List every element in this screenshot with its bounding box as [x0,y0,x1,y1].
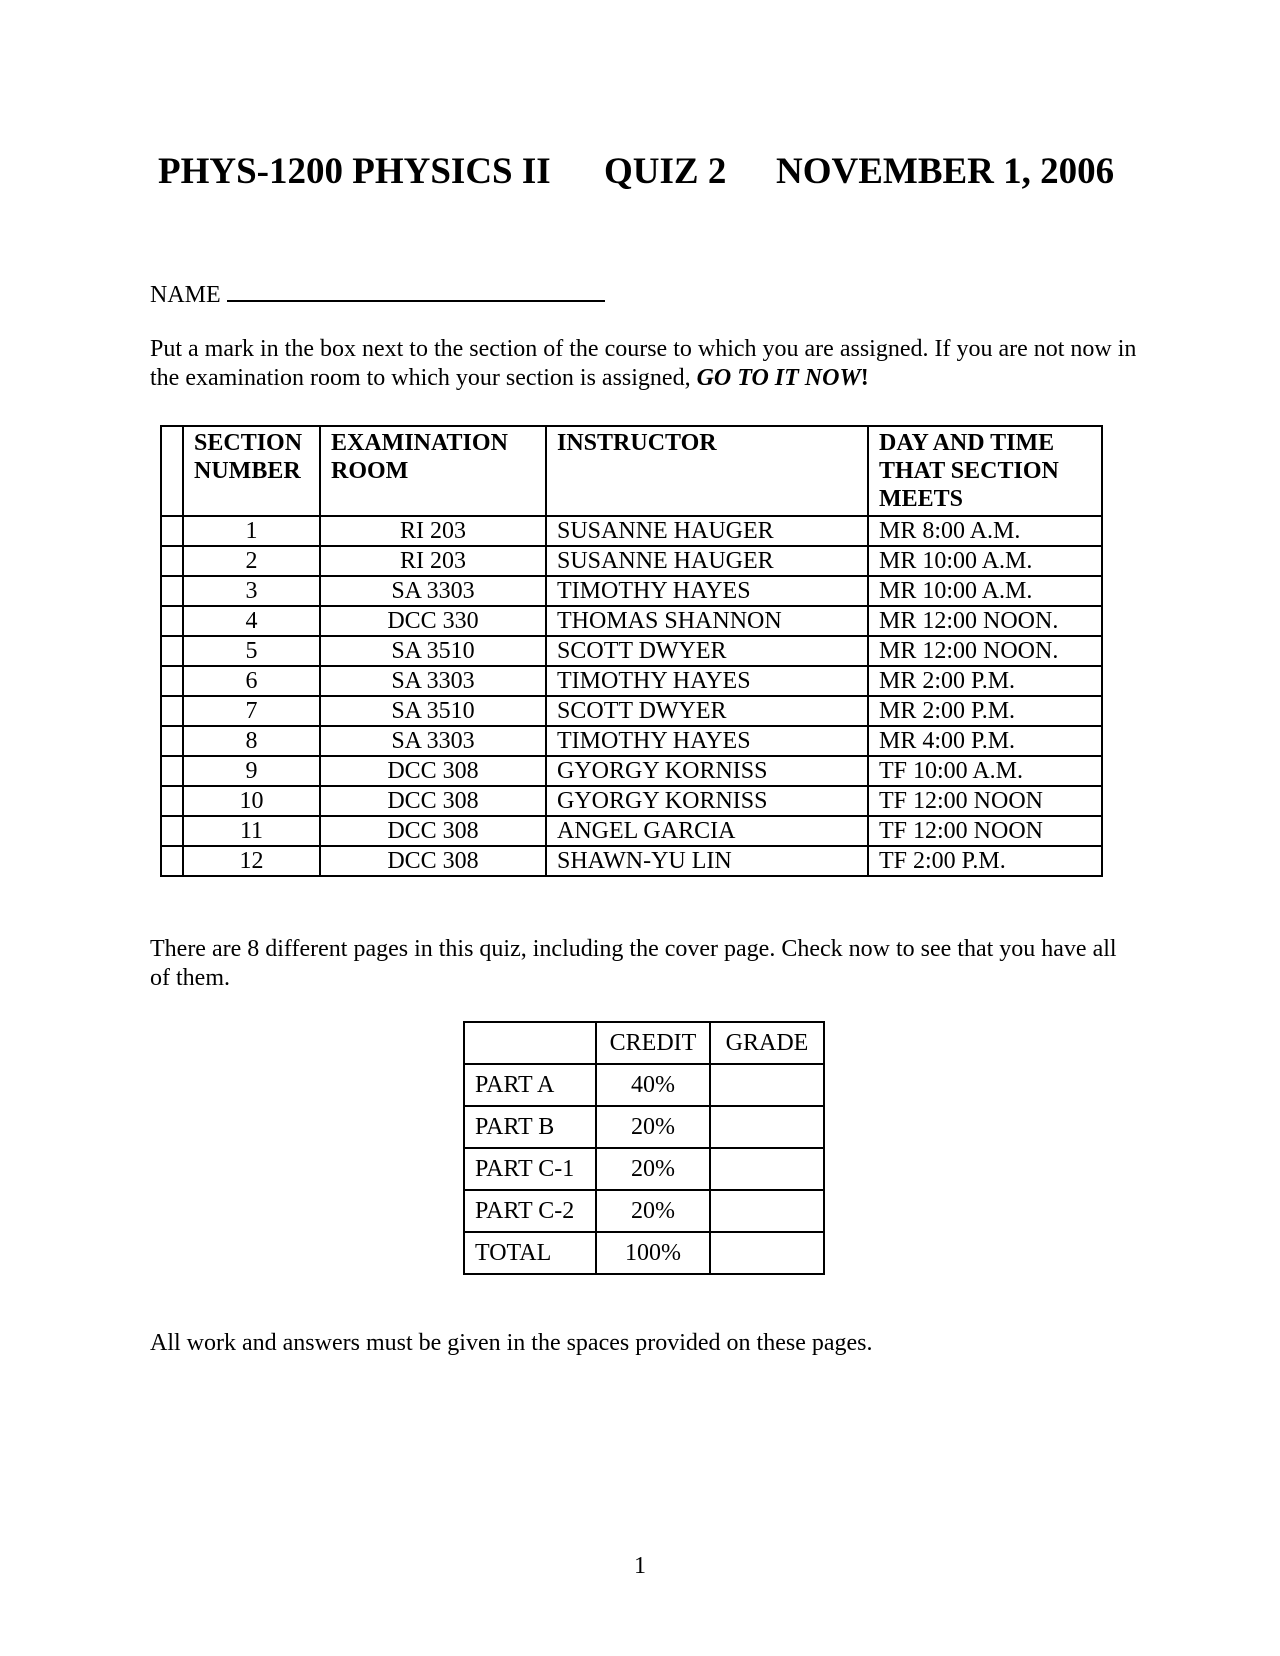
section-mark-box[interactable] [161,696,183,726]
grades-table [463,1021,825,1275]
section-mark-box[interactable] [161,726,183,756]
section-number: 4 [183,606,320,636]
section-row [161,846,1102,876]
meeting-time: MR 10:00 A.M. [868,576,1102,606]
grade-part-label: PART B [464,1106,596,1148]
exam-room: SA 3510 [320,636,546,666]
meeting-time: MR 2:00 P.M. [868,666,1102,696]
meeting-time: MR 2:00 P.M. [868,696,1102,726]
course-title: PHYS-1200 PHYSICS II [158,151,551,192]
grade-part-label: PART A [464,1064,596,1106]
meeting-time: MR 10:00 A.M. [868,546,1102,576]
exam-room: DCC 330 [320,606,546,636]
meeting-time: MR 4:00 P.M. [868,726,1102,756]
exam-room: SA 3303 [320,726,546,756]
instructor-name: SHAWN-YU LIN [546,846,868,876]
instructor-name: SCOTT DWYER [546,696,868,726]
grade-part-label: TOTAL [464,1232,596,1274]
instructor-name: SUSANNE HAUGER [546,546,868,576]
section-row [161,756,1102,786]
meeting-time: TF 10:00 A.M. [868,756,1102,786]
instructions [150,335,1140,393]
section-number: 9 [183,756,320,786]
section-mark-box[interactable] [161,816,183,846]
grade-row [464,1106,824,1148]
section-number: 7 [183,696,320,726]
section-number: 11 [183,816,320,846]
section-row [161,666,1102,696]
instructor-name: SCOTT DWYER [546,636,868,666]
section-row [161,576,1102,606]
grade-credit-value: 20% [596,1106,710,1148]
final-note: All work and answers must be given in the spaces provided on these pages. [150,1330,873,1356]
grade-row [464,1232,824,1274]
section-number: 2 [183,546,320,576]
instructor-name: TIMOTHY HAYES [546,666,868,696]
meeting-time: MR 12:00 NOON. [868,636,1102,666]
section-mark-box[interactable] [161,606,183,636]
section-mark-box[interactable] [161,546,183,576]
instructor-name: TIMOTHY HAYES [546,576,868,606]
instructions-emphasis: GO TO IT NOW [696,365,861,391]
grade-part-label: PART C-1 [464,1148,596,1190]
quiz-date: NOVEMBER 1, 2006 [776,151,1115,192]
exam-room: RI 203 [320,516,546,546]
instructions-end: ! [860,365,869,391]
exam-room: DCC 308 [320,846,546,876]
section-mark-box[interactable] [161,666,183,696]
section-row [161,516,1102,546]
exam-room: DCC 308 [320,756,546,786]
grades-header-grade: GRADE [710,1022,824,1064]
sections-header-row [161,426,1102,516]
grade-credit-value: 20% [596,1148,710,1190]
grades-header-empty [464,1022,596,1064]
grade-credit-value: 20% [596,1190,710,1232]
section-row [161,816,1102,846]
exam-room: SA 3510 [320,696,546,726]
grade-row [464,1064,824,1106]
grade-row [464,1190,824,1232]
grade-entry-box[interactable] [710,1064,824,1106]
section-row [161,696,1102,726]
grade-entry-box[interactable] [710,1106,824,1148]
instructor-name: SUSANNE HAUGER [546,516,868,546]
sections-table [160,425,1103,877]
grade-credit-value: 100% [596,1232,710,1274]
grade-credit-value: 40% [596,1064,710,1106]
header-mark-box [161,426,183,516]
exam-room: SA 3303 [320,666,546,696]
grade-entry-box[interactable] [710,1148,824,1190]
section-number: 8 [183,726,320,756]
header-day-time: DAY AND TIME THAT SECTION MEETS [868,426,1102,516]
section-number: 3 [183,576,320,606]
section-number: 10 [183,786,320,816]
instructor-name: THOMAS SHANNON [546,606,868,636]
section-number: 12 [183,846,320,876]
section-mark-box[interactable] [161,516,183,546]
instructions-text: Put a mark in the box next to the section of the course to which you are assigned. If you are not now in the examination room to which your section is assigned, [150,336,1137,391]
section-row [161,726,1102,756]
exam-room: DCC 308 [320,816,546,846]
grades-header-row [464,1022,824,1064]
grade-entry-box[interactable] [710,1190,824,1232]
name-label: NAME [150,282,221,308]
page-title [158,150,1114,193]
instructor-name: GYORGY KORNISS [546,786,868,816]
name-field-row [150,280,605,309]
section-mark-box[interactable] [161,846,183,876]
exam-room: SA 3303 [320,576,546,606]
meeting-time: TF 2:00 P.M. [868,846,1102,876]
section-mark-box[interactable] [161,636,183,666]
grades-header-credit: CREDIT [596,1022,710,1064]
section-row [161,786,1102,816]
section-mark-box[interactable] [161,786,183,816]
quiz-title: QUIZ 2 [604,151,727,192]
section-number: 6 [183,666,320,696]
page-number: 1 [634,1553,646,1579]
meeting-time: TF 12:00 NOON [868,816,1102,846]
section-row [161,546,1102,576]
section-mark-box[interactable] [161,576,183,606]
meeting-time: TF 12:00 NOON [868,786,1102,816]
meeting-time: MR 8:00 A.M. [868,516,1102,546]
instructor-name: GYORGY KORNISS [546,756,868,786]
header-section-number: SECTION NUMBER [183,426,320,516]
section-number: 5 [183,636,320,666]
name-blank-line[interactable] [227,280,605,302]
instructor-name: ANGEL GARCIA [546,816,868,846]
section-number: 1 [183,516,320,546]
grade-entry-box[interactable] [710,1232,824,1274]
instructor-name: TIMOTHY HAYES [546,726,868,756]
exam-room: RI 203 [320,546,546,576]
grade-part-label: PART C-2 [464,1190,596,1232]
exam-room: DCC 308 [320,786,546,816]
meeting-time: MR 12:00 NOON. [868,606,1102,636]
section-mark-box[interactable] [161,756,183,786]
header-exam-room: EXAMINATION ROOM [320,426,546,516]
grade-row [464,1148,824,1190]
header-instructor: INSTRUCTOR [546,426,868,516]
section-row [161,636,1102,666]
section-row [161,606,1102,636]
pages-note: There are 8 different pages in this quiz, including the cover page. Check now to see that you have all of them. [150,936,1117,991]
